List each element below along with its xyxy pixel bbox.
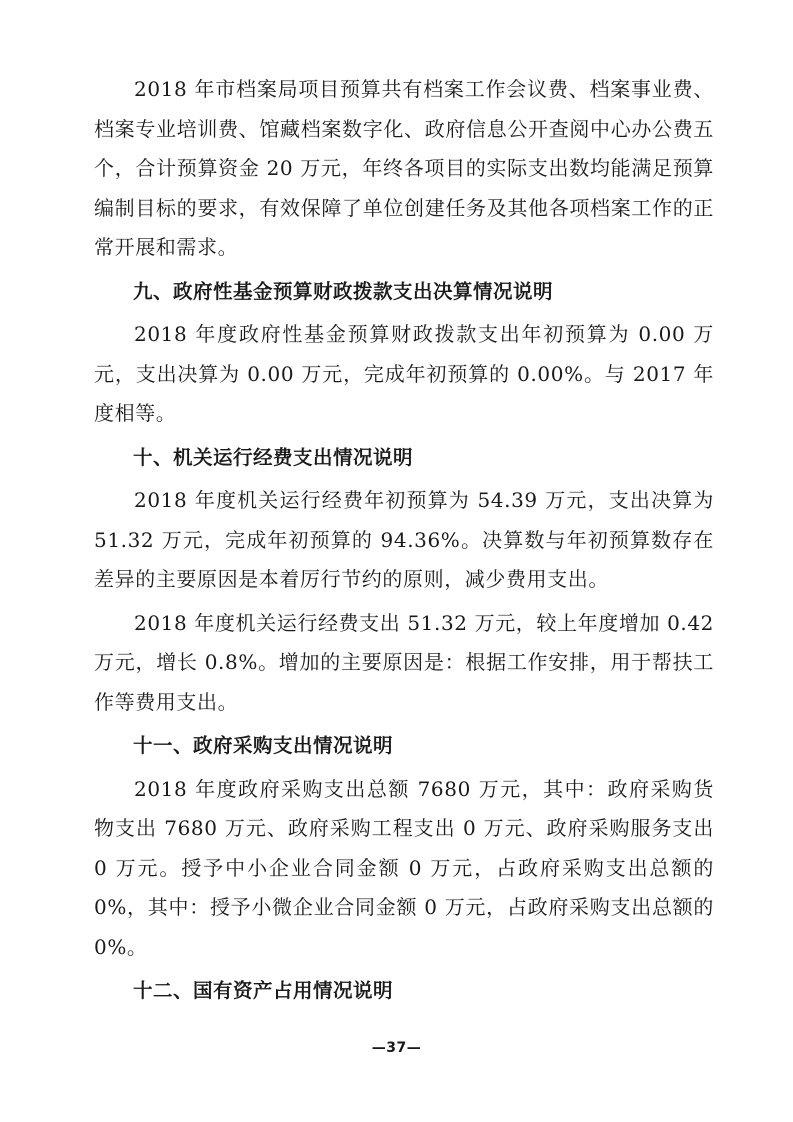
paragraph-project-budget: 2018 年市档案局项目预算共有档案工作会议费、档案事业费、档案专业培训费、馆藏档案数字化、政府信息公开查阅中心办公费五个，合计预算资金 20 万元，年终各项目的实际支出数均能满足预算编制目标的要求，有效保障了单位创建任务及其他各项档案工作的正常开展和需求。	[94, 77, 714, 259]
paragraph-fund-budget: 2018 年度政府性基金预算财政拨款支出年初预算为 0.00 万元，支出决算为 0.00 万元，完成年初预算的 0.00%。与 2017 年度相等。	[94, 322, 714, 425]
heading-section-12: 十二、国有资产占用情况说明	[133, 979, 394, 1002]
heading-section-10: 十、机关运行经费支出情况说明	[133, 445, 414, 469]
heading-section-11: 十一、政府采购支出情况说明	[133, 734, 394, 757]
paragraph-procurement: 2018 年度政府采购支出总额 7680 万元，其中：政府采购货物支出 7680 万元、政府采购工程支出 0 万元、政府采购服务支出 0 万元。授予中小企业合同金额 0 万元，占政府采购支出总额的 0%，其中：授予小微企业合同金额 0 万元，占政府采购支出总额的 0%。	[94, 776, 714, 959]
paragraph-operating-budget: 2018 年度机关运行经费年初预算为 54.39 万元，支出决算为 51.32 万元，完成年初预算的 94.36%。决算数与年初预算数存在差异的主要原因是本着厉行节约的原则，减少费用支出。	[94, 488, 714, 591]
paragraph-operating-change: 2018 年度机关运行经费支出 51.32 万元，较上年度增加 0.42 万元，增长 0.8%。增加的主要原因是：根据工作安排，用于帮扶工作等费用支出。	[94, 610, 714, 714]
page-number: —37—	[371, 1040, 422, 1056]
document-body	[94, 70, 714, 1011]
heading-section-9: 九、政府性基金预算财政拨款支出决算情况说明	[133, 279, 554, 303]
